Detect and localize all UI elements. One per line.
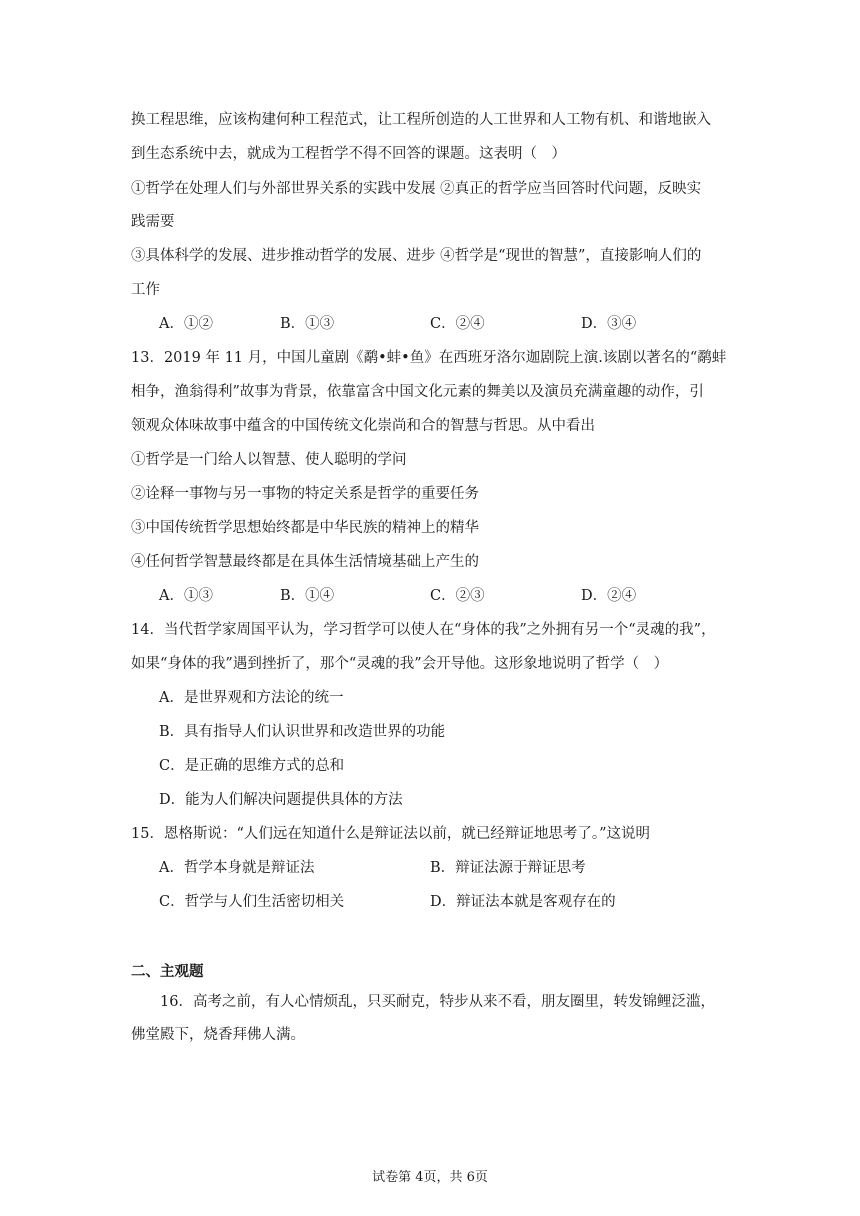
- q15-option-a: A．哲学本身就是辩证法: [159, 860, 315, 876]
- q14-option-d: D．能为人们解决问题提供具体的方法: [159, 792, 403, 808]
- q12-option-a: A．①②: [159, 316, 213, 332]
- q12-option-d: D．③④: [581, 316, 637, 332]
- q13-option-d: D．②④: [581, 588, 637, 604]
- q15-option-d: D．辩证法本就是客观存在的: [430, 894, 616, 910]
- q13-stem-line-3: 领观众体味故事中蕴含的中国传统文化崇尚和合的智慧与哲思。从中看出: [131, 418, 595, 434]
- q15-stem-line-1: 15．恩格斯说：“人们远在知道什么是辩证法以前，就已经辩证地思考了。”这说明: [131, 826, 651, 842]
- q15-option-b: B．辩证法源于辩证思考: [430, 860, 586, 876]
- q12-statement-line-4: 工作: [131, 282, 160, 298]
- q13-option-b: B．①④: [280, 588, 335, 604]
- page-footer: 试卷第 4页，共 6页: [372, 1170, 488, 1185]
- q13-statement-3: ③中国传统哲学思想始终都是中华民族的精神上的精华: [131, 520, 479, 536]
- q16-stem-line-2: 佛堂殿下，烧香拜佛人满。: [131, 1027, 305, 1043]
- q15-option-c: C．哲学与人们生活密切相关: [159, 894, 345, 910]
- q12-stem-line-2: 到生态系统中去，就成为工程哲学不得不回答的课题。这表明（ ）: [131, 146, 566, 162]
- q14-option-a: A．是世界观和方法论的统一: [159, 690, 344, 706]
- q14-option-b: B．具有指导人们认识世界和改造世界的功能: [159, 724, 446, 740]
- q16-stem-line-1: 16．高考之前，有人心情烦乱，只买耐克，特步从来不看，朋友圈里，转发锦鲤泛滥，: [160, 994, 715, 1010]
- q13-stem-line-2: 相争，渔翁得利”故事为背景，依靠富含中国文化元素的舞美以及演员充满童趣的动作，引: [131, 384, 704, 400]
- q13-statement-1: ①哲学是一门给人以智慧、使人聪明的学问: [131, 452, 407, 468]
- q14-option-c: C．是正确的思维方式的总和: [159, 758, 345, 774]
- q14-stem-line-1: 14．当代哲学家周国平认为，学习哲学可以使人在“身体的我”之外拥有另一个“灵魂的我”，: [131, 622, 716, 638]
- q12-statement-line-3: ③具体科学的发展、进步推动哲学的发展、进步 ④哲学是“现世的智慧”，直接影响人们的: [131, 248, 702, 264]
- q13-stem-line-1: 13．2019 年 11 月，中国儿童剧《鹬•蚌•鱼》在西班牙洛尔迦剧院上演.该剧以著名的“鹬蚌: [131, 350, 727, 366]
- q12-statement-line-2: 践需要: [131, 214, 175, 230]
- q13-statement-4: ④任何哲学智慧最终都是在具体生活情境基础上产生的: [131, 554, 479, 570]
- q14-stem-line-2: 如果“身体的我”遇到挫折了，那个“灵魂的我”会开导他。这形象地说明了哲学（ ）: [131, 656, 669, 672]
- q13-option-c: C．②③: [430, 588, 485, 604]
- q12-statement-line-1: ①哲学在处理人们与外部世界关系的实践中发展 ②真正的哲学应当回答时代问题，反映实: [131, 181, 702, 197]
- q13-option-a: A．①③: [159, 588, 213, 604]
- section-heading: 二、主观题: [131, 963, 204, 980]
- q12-stem-line-1: 换工程思维，应该构建何种工程范式，让工程所创造的人工世界和人工物有机、和谐地嵌入: [131, 112, 711, 128]
- q12-option-c: C．②④: [430, 316, 485, 332]
- q12-option-b: B．①③: [280, 316, 335, 332]
- q13-statement-2: ②诠释一事物与另一事物的特定关系是哲学的重要任务: [131, 486, 479, 502]
